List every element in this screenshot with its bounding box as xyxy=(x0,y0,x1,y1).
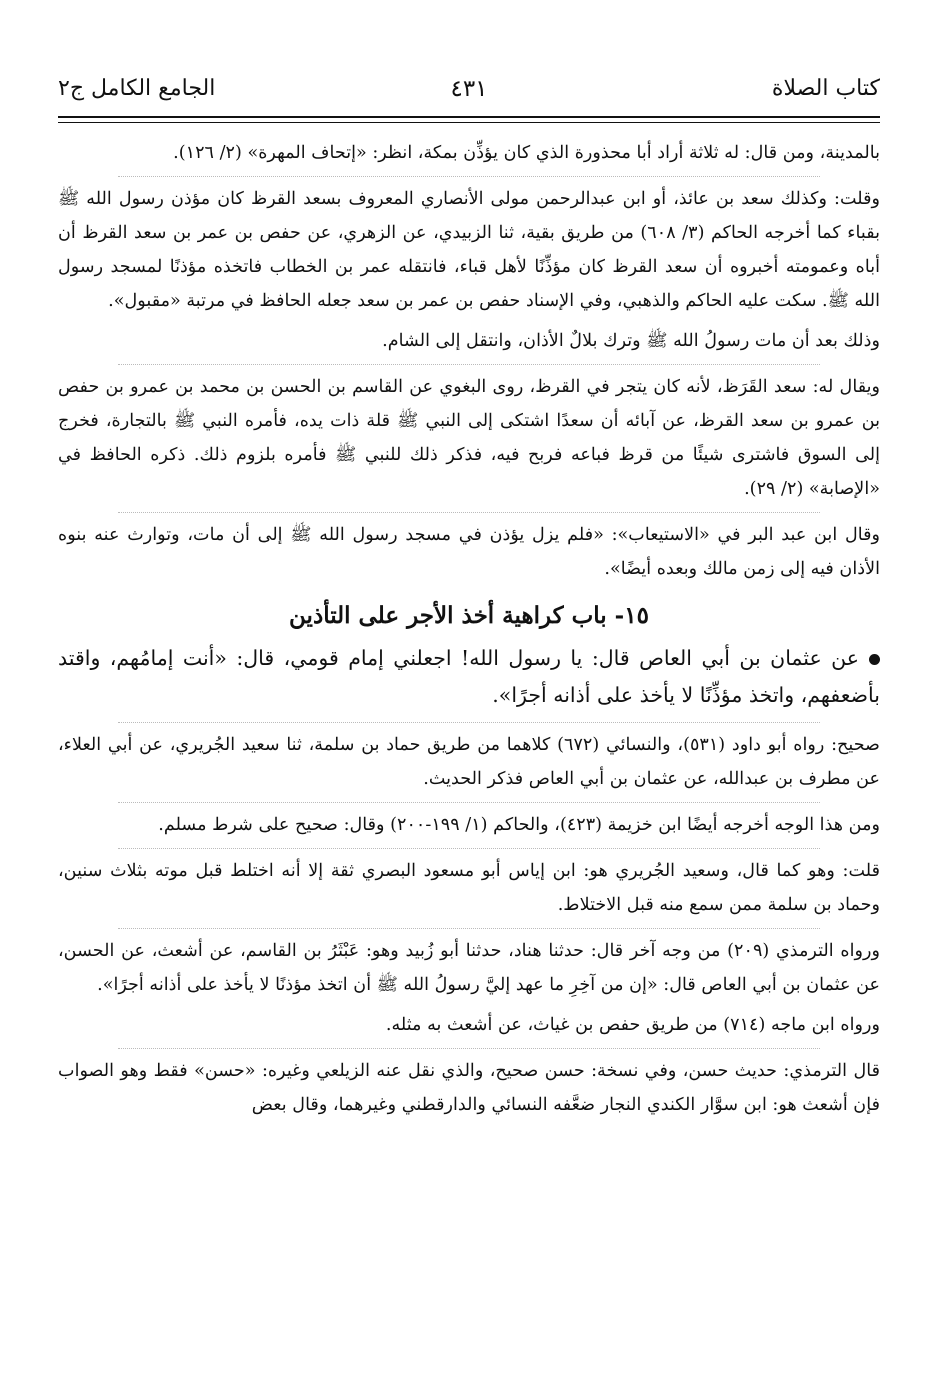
paragraph: بالمدينة، ومن قال: له ثلاثة أراد أبا محذورة الذي كان يؤذِّن بمكة، انظر: «إتحاف المهرة» (٢/ ١٢٦). xyxy=(173,143,880,163)
commentary-paragraph: قال الترمذي: حديث حسن، وفي نسخة: حسن صحيح، والذي نقل عنه الزيلعي وغيره: «حسن» فقط وهو الصواب فإن أشعث هو: ابن سوَّار الكندي النجار ضعَّفه النسائي والدارقطني وغيرهما، وقال بعض xyxy=(58,1061,880,1115)
divider xyxy=(118,176,820,178)
paragraph: وذلك بعد أن مات رسولُ الله ﷺ وترك بلالٌ الأذان، وانتقل إلى الشام. xyxy=(382,331,880,351)
bullet-icon xyxy=(869,654,880,665)
paragraph: وقال ابن عبد البر في «الاستيعاب»: «فلم يزل يؤذن في مسجد رسول الله ﷺ إلى أن مات، وتوارث عنه بنوه الأذان فيه إلى زمن مالك وبعده أيضًا». xyxy=(58,525,880,579)
commentary-paragraph: ومن هذا الوجه أخرجه أيضًا ابن خزيمة (٤٢٣)، والحاكم (١/ ١٩٩-٢٠٠) وقال: صحيح على شرط مسلم. xyxy=(158,815,880,835)
divider xyxy=(118,802,820,804)
page-number: ٤٣١ xyxy=(450,76,488,102)
book-title: كتاب الصلاة xyxy=(771,76,880,101)
divider xyxy=(118,512,820,514)
commentary-paragraph: قلت: وهو كما قال، وسعيد الجُريري هو: ابن إياس أبو مسعود البصري ثقة إلا أنه اختلط قبل موته بثلاث سنين، وحماد بن سلمة ممن سمع منه قبل الاختلاط. xyxy=(58,861,880,915)
divider xyxy=(118,848,820,850)
page-body xyxy=(58,136,880,1366)
paragraph: وقلت: وكذلك سعد بن عائذ، أو ابن عبدالرحمن مولى الأنصاري المعروف بسعد القرظ كان مؤذن رسول الله ﷺ بقباء كما أخرجه الحاكم (٣/ ٦٠٨) من طريق بقية، ثنا الزبيدي، عن الزهري، عن حفص بن عمر بن سعد القرظ أن أباه وعمومته أخبروه أن سعد القرظ كان مؤذِّنًا لأهل قباء، فانتقله عمر بن الخطاب فاتخذه مؤذنًا لمسجد رسول الله ﷺ. سكت عليه الحاكم والذهبي، وفي الإسناد حفص بن عمر بن سعد جعله الحافظ في مرتبة «مقبول». xyxy=(58,189,880,311)
divider xyxy=(118,1048,820,1050)
hadith-body: عن عثمان بن أبي العاص قال: يا رسول الله! اجعلني إمام قومي، قال: «أنت إمامُهم، واقتد بأضعفهم، واتخذ مؤذِّنًا لا يأخذ على أذانه أجرًا». xyxy=(58,646,880,707)
header-rule-thin xyxy=(58,122,880,123)
chapter-title: ١٥- باب كراهية أخذ الأجر على التأذين xyxy=(289,602,649,629)
header-rule xyxy=(58,116,880,118)
divider xyxy=(118,722,820,724)
divider xyxy=(118,928,820,930)
hadith-text xyxy=(58,640,880,714)
commentary-paragraph: صحيح: رواه أبو داود (٥٣١)، والنسائي (٦٧٢) كلاهما من طريق حماد بن سلمة، ثنا سعيد الجُريري، عن أبي العلاء، عن مطرف بن عبدالله، عن عثمان بن أبي العاص فذكر الحديث. xyxy=(58,735,880,789)
page-header xyxy=(58,74,880,108)
divider xyxy=(118,364,820,366)
volume-title: الجامع الكامل ج٢ xyxy=(58,76,216,101)
commentary-paragraph: ورواه ابن ماجه (٧١٤) من طريق حفص بن غياث، عن أشعث به مثله. xyxy=(385,1015,880,1035)
paragraph: ويقال له: سعد القَرَظ، لأنه كان يتجر في القرظ، روى البغوي عن القاسم بن الحسن بن محمد بن عمرو بن حفص بن عمرو بن سعد القرظ، عن آبائه أن سعدًا اشتكى إلى النبي ﷺ قلة ذات يده، فأمره النبي ﷺ بالتجارة، فخرج إلى السوق فاشترى شيئًا من قرظ فباعه فربح فيه، فذكر ذلك للنبي ﷺ فأمره بلزوم ذلك. ذكره الحافظ في «الإصابة» (٢/ ٢٩). xyxy=(58,377,880,499)
commentary-paragraph: ورواه الترمذي (٢٠٩) من وجه آخر قال: حدثنا هناد، حدثنا أبو زُبيد وهو: عَبْثَرُ بن القاسم، عن أشعث، عن الحسن، عن عثمان بن أبي العاص قال: «إن من آخِرِ ما عهد إليَّ رسولُ الله ﷺ أن اتخذ مؤذنًا لا يأخذ على أذانه أجرًا». xyxy=(58,941,880,995)
